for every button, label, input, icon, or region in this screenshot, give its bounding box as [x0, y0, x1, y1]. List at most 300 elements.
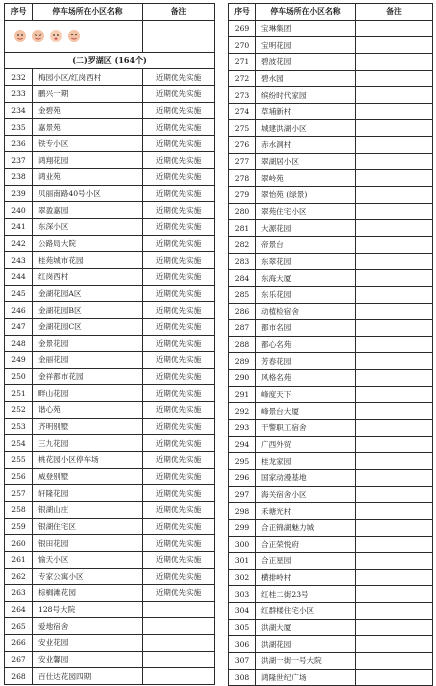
community-name: 风格名苑 [256, 370, 356, 387]
row-number: 271 [229, 53, 256, 70]
table-row [229, 569, 433, 586]
table-row [229, 303, 433, 320]
row-number: 299 [229, 519, 256, 536]
community-name: 爱地宿舍 [33, 618, 143, 635]
table-row [5, 135, 215, 152]
table-row [5, 219, 215, 236]
community-name: 翠湖居小区 [256, 153, 356, 170]
community-name: 谐心苑 [33, 402, 143, 419]
table-row [5, 385, 215, 402]
community-name: 安业花园 [33, 635, 143, 652]
community-name: 禾塘光村 [256, 503, 356, 520]
community-name: 洪湖花园 [256, 636, 356, 653]
right-parking-table [228, 3, 433, 686]
header-num: 序号 [5, 4, 33, 21]
header-num: 序号 [229, 4, 256, 21]
table-row [229, 586, 433, 603]
community-name: 洪湖大厦 [256, 619, 356, 636]
row-note [356, 303, 433, 320]
table-row [229, 120, 433, 137]
row-number: 282 [229, 236, 256, 253]
row-note: 近期优先实施 [143, 252, 215, 269]
row-note [356, 569, 433, 586]
community-name: 横排岭村 [256, 569, 356, 586]
row-number: 281 [229, 220, 256, 237]
table-row [5, 318, 215, 335]
table-row [5, 285, 215, 302]
table-row [229, 503, 433, 520]
table-row [5, 452, 215, 469]
table-row [229, 469, 433, 486]
right-header-row [229, 4, 433, 21]
community-name: 动植检宿舍 [256, 303, 356, 320]
table-row [229, 486, 433, 503]
row-note [356, 420, 433, 437]
row-note [356, 536, 433, 553]
table-row [5, 568, 215, 585]
face-icon [68, 30, 80, 42]
row-note: 近期优先实施 [143, 69, 215, 86]
row-note: 近期优先实施 [143, 518, 215, 535]
row-number: 256 [5, 468, 33, 485]
table-row [5, 169, 215, 186]
row-note [143, 668, 215, 685]
row-number: 249 [5, 352, 33, 369]
community-name: 东海大厦 [256, 270, 356, 287]
table-row [229, 353, 433, 370]
table-row [5, 335, 215, 352]
table-row [229, 220, 433, 237]
community-name: 银湖山庄 [33, 501, 143, 518]
row-note: 近期优先实施 [143, 318, 215, 335]
face-icon [14, 30, 26, 42]
table-row [229, 270, 433, 287]
row-number: 272 [229, 70, 256, 87]
community-name: 鸿翔花园 [33, 152, 143, 169]
row-number: 236 [5, 135, 33, 152]
table-row [229, 420, 433, 437]
row-number: 251 [5, 385, 33, 402]
community-name: 红群楼住宅小区 [256, 603, 356, 620]
table-row [229, 20, 433, 37]
table-row [229, 453, 433, 470]
community-name: 帝景台 [256, 236, 356, 253]
community-name: 棕榈滩花园 [33, 585, 143, 602]
row-note [356, 436, 433, 453]
row-number: 264 [5, 601, 33, 618]
community-name: 都心名苑 [256, 336, 356, 353]
row-number: 276 [229, 137, 256, 154]
row-number: 255 [5, 452, 33, 469]
row-note: 近期优先实施 [143, 135, 215, 152]
row-number: 268 [5, 668, 33, 685]
community-name: 草埔新村 [256, 103, 356, 120]
row-number: 234 [5, 102, 33, 119]
row-number: 232 [5, 69, 33, 86]
row-number: 257 [5, 485, 33, 502]
header-note: 备注 [356, 4, 433, 21]
row-note: 近期优先实施 [143, 551, 215, 568]
community-name: 缤纷时代家园 [256, 87, 356, 104]
table-row [5, 185, 215, 202]
community-name: 洪湖一街一号大院 [256, 652, 356, 669]
row-number: 237 [5, 152, 33, 169]
row-note [356, 236, 433, 253]
row-number: 246 [5, 302, 33, 319]
table-row [229, 403, 433, 420]
community-name: 红桂二街23号 [256, 586, 356, 603]
section-row [5, 52, 215, 69]
row-number: 291 [229, 386, 256, 403]
community-name: 金景花园 [33, 335, 143, 352]
table-row [5, 235, 215, 252]
table-row [229, 153, 433, 170]
row-note [143, 635, 215, 652]
row-number: 258 [5, 501, 33, 518]
row-number: 252 [5, 402, 33, 419]
row-note [356, 503, 433, 520]
row-number: 292 [229, 403, 256, 420]
community-name: 安业馨园 [33, 651, 143, 668]
community-name: 金丽花园 [33, 352, 143, 369]
row-number: 306 [229, 636, 256, 653]
row-number: 233 [5, 85, 33, 102]
row-note [356, 153, 433, 170]
row-note [356, 603, 433, 620]
table-row [229, 53, 433, 70]
row-note: 近期优先实施 [143, 468, 215, 485]
community-name: 碧水园 [256, 70, 356, 87]
row-note [356, 103, 433, 120]
row-number: 288 [229, 336, 256, 353]
header-name: 停车场所在小区名称 [33, 4, 143, 21]
right-table-body [229, 20, 433, 686]
row-note [356, 519, 433, 536]
row-number: 277 [229, 153, 256, 170]
row-number: 267 [5, 651, 33, 668]
row-number: 250 [5, 368, 33, 385]
row-note [356, 652, 433, 669]
community-name: 轩隆花园 [33, 485, 143, 502]
row-note: 近期优先实施 [143, 385, 215, 402]
row-number: 278 [229, 170, 256, 187]
row-note: 近期优先实施 [143, 119, 215, 136]
table-row [5, 618, 215, 635]
table-row [229, 253, 433, 270]
row-number: 300 [229, 536, 256, 553]
row-number: 289 [229, 353, 256, 370]
row-note: 近期优先实施 [143, 568, 215, 585]
row-number: 254 [5, 435, 33, 452]
community-name: 桃花园小区停车场 [33, 452, 143, 469]
community-name: 翠盈嘉园 [33, 202, 143, 219]
table-row [229, 370, 433, 387]
community-name: 金湖花园A区 [33, 285, 143, 302]
row-note [356, 469, 433, 486]
row-note [356, 87, 433, 104]
row-note [356, 619, 433, 636]
left-header-row [5, 4, 215, 21]
community-name: 东深小区 [33, 219, 143, 236]
emoji-row [5, 20, 215, 52]
community-name: 海关宿舍小区 [256, 486, 356, 503]
table-row [229, 37, 433, 54]
row-note: 近期优先实施 [143, 102, 215, 119]
row-note [356, 70, 433, 87]
row-note: 近期优先实施 [143, 585, 215, 602]
row-number: 274 [229, 103, 256, 120]
community-name: 畔山花园 [33, 385, 143, 402]
community-name: 东乐花园 [256, 286, 356, 303]
header-name: 停车场所在小区名称 [256, 4, 356, 21]
table-row [229, 652, 433, 669]
community-name: 翠苑住宅小区 [256, 203, 356, 220]
community-name: 金湖花园B区 [33, 302, 143, 319]
row-number: 260 [5, 535, 33, 552]
row-note [356, 636, 433, 653]
row-note [143, 618, 215, 635]
row-note [356, 137, 433, 154]
row-number: 302 [229, 569, 256, 586]
row-number: 286 [229, 303, 256, 320]
row-number: 304 [229, 603, 256, 620]
face-icon [50, 30, 62, 42]
row-note [356, 53, 433, 70]
community-name: 三九花园 [33, 435, 143, 452]
table-row [229, 536, 433, 553]
row-note: 近期优先实施 [143, 435, 215, 452]
row-note: 近期优先实施 [143, 501, 215, 518]
community-name: 银湖住宅区 [33, 518, 143, 535]
row-note: 近期优先实施 [143, 402, 215, 419]
row-number: 265 [5, 618, 33, 635]
row-number: 262 [5, 568, 33, 585]
table-row [229, 436, 433, 453]
table-row [229, 70, 433, 87]
row-number: 305 [229, 619, 256, 636]
row-number: 263 [5, 585, 33, 602]
community-name: 宝琳集团 [256, 20, 356, 37]
table-row [229, 619, 433, 636]
table-row [5, 551, 215, 568]
row-number: 287 [229, 320, 256, 337]
table-row [5, 69, 215, 86]
row-number: 247 [5, 318, 33, 335]
row-note [356, 320, 433, 337]
row-number: 307 [229, 652, 256, 669]
row-note [356, 353, 433, 370]
row-number: 273 [229, 87, 256, 104]
row-note [356, 37, 433, 54]
row-number: 243 [5, 252, 33, 269]
community-name: 128号大院 [33, 601, 143, 618]
table-row [5, 252, 215, 269]
community-name: 干警职工宿舍 [256, 420, 356, 437]
table-row [5, 368, 215, 385]
community-name: 赤水洞村 [256, 137, 356, 154]
table-row [229, 669, 433, 686]
community-name: 广西外贸 [256, 436, 356, 453]
community-name: 百仕达花园四期 [33, 668, 143, 685]
row-number: 261 [5, 551, 33, 568]
table-row [229, 170, 433, 187]
table-row [5, 268, 215, 285]
community-name: 大源花园 [256, 220, 356, 237]
table-row [5, 468, 215, 485]
row-note: 近期优先实施 [143, 268, 215, 285]
row-number: 248 [5, 335, 33, 352]
table-row [229, 187, 433, 204]
row-note: 近期优先实施 [143, 235, 215, 252]
community-name: 峰度天下 [256, 386, 356, 403]
community-name: 公路局大院 [33, 235, 143, 252]
row-note: 近期优先实施 [143, 335, 215, 352]
row-number: 239 [5, 185, 33, 202]
row-note [356, 586, 433, 603]
community-name: 专家公寓小区 [33, 568, 143, 585]
row-number: 241 [5, 219, 33, 236]
table-row [5, 585, 215, 602]
table-row [5, 85, 215, 102]
row-number: 308 [229, 669, 256, 686]
row-number: 240 [5, 202, 33, 219]
row-number: 301 [229, 553, 256, 570]
table-row [5, 418, 215, 435]
row-note: 近期优先实施 [143, 352, 215, 369]
community-name: 金湖花园C区 [33, 318, 143, 335]
table-row [229, 236, 433, 253]
community-name: 翠怡苑 (绿景) [256, 187, 356, 204]
header-note: 备注 [143, 4, 215, 21]
row-number: 245 [5, 285, 33, 302]
face-icon [32, 30, 44, 42]
row-note [356, 336, 433, 353]
table-row [229, 553, 433, 570]
row-number: 290 [229, 370, 256, 387]
table-row [5, 202, 215, 219]
table-row [229, 137, 433, 154]
row-note [143, 651, 215, 668]
row-number: 266 [5, 635, 33, 652]
community-name: 桂龙家园 [256, 453, 356, 470]
table-row [5, 635, 215, 652]
table-row [5, 668, 215, 685]
row-number: 279 [229, 187, 256, 204]
row-note: 近期优先实施 [143, 452, 215, 469]
community-name: 翠岭苑 [256, 170, 356, 187]
table-row [229, 87, 433, 104]
community-name: 东翠花园 [256, 253, 356, 270]
table-row [229, 519, 433, 536]
table-row [5, 302, 215, 319]
community-name: 碧波花园 [256, 53, 356, 70]
row-number: 285 [229, 286, 256, 303]
community-name: 鸿业苑 [33, 169, 143, 186]
row-number: 293 [229, 420, 256, 437]
row-number: 244 [5, 268, 33, 285]
community-name: 鹏兴一期 [33, 85, 143, 102]
row-number: 297 [229, 486, 256, 503]
row-note: 近期优先实施 [143, 152, 215, 169]
row-note [356, 187, 433, 204]
row-note: 近期优先实施 [143, 219, 215, 236]
table-row [229, 286, 433, 303]
community-name: 金碧苑 [33, 102, 143, 119]
table-row [229, 103, 433, 120]
community-name: 桂苑城市花园 [33, 252, 143, 269]
row-note: 近期优先实施 [143, 535, 215, 552]
table-row [229, 336, 433, 353]
left-table-body [5, 20, 215, 684]
table-row [229, 203, 433, 220]
community-name: 铁专小区 [33, 135, 143, 152]
section-title: (二)罗湖区 (164个) [5, 52, 215, 69]
community-name: 梅园小区/红岗西村 [33, 69, 143, 86]
table-row [229, 603, 433, 620]
row-note: 近期优先实施 [143, 85, 215, 102]
table-row [5, 485, 215, 502]
row-note [356, 286, 433, 303]
row-number: 283 [229, 253, 256, 270]
table-row [5, 535, 215, 552]
row-number: 296 [229, 469, 256, 486]
community-name: 合正星园 [256, 553, 356, 570]
row-note [356, 170, 433, 187]
row-note: 近期优先实施 [143, 285, 215, 302]
row-note [356, 270, 433, 287]
community-name: 峰景台大厦 [256, 403, 356, 420]
row-note: 近期优先实施 [143, 418, 215, 435]
community-name: 愉天小区 [33, 551, 143, 568]
row-number: 269 [229, 20, 256, 37]
table-row [5, 501, 215, 518]
table-row [5, 352, 215, 369]
table-row [5, 601, 215, 618]
row-number: 259 [5, 518, 33, 535]
community-name: 城建洪湖小区 [256, 120, 356, 137]
row-note [356, 386, 433, 403]
row-note [356, 253, 433, 270]
community-name: 金祥都市花园 [33, 368, 143, 385]
community-name: 鸿隆世纪广场 [256, 669, 356, 686]
row-note [356, 486, 433, 503]
row-number: 284 [229, 270, 256, 287]
row-note [356, 203, 433, 220]
row-note [356, 120, 433, 137]
row-note [356, 220, 433, 237]
community-name: 威登别墅 [33, 468, 143, 485]
row-note [356, 20, 433, 37]
table-row [5, 102, 215, 119]
table-row [5, 518, 215, 535]
table-row [229, 636, 433, 653]
community-name: 合正荣悦府 [256, 536, 356, 553]
table-row [229, 386, 433, 403]
row-note [356, 669, 433, 686]
table-row [229, 320, 433, 337]
community-name: 国家动漫基地 [256, 469, 356, 486]
row-note: 近期优先实施 [143, 302, 215, 319]
table-row [5, 402, 215, 419]
row-note [356, 403, 433, 420]
row-number: 303 [229, 586, 256, 603]
community-name: 嘉景苑 [33, 119, 143, 136]
row-number: 253 [5, 418, 33, 435]
row-number: 295 [229, 453, 256, 470]
table-row [5, 152, 215, 169]
row-number: 238 [5, 169, 33, 186]
community-name: 芳春花园 [256, 353, 356, 370]
